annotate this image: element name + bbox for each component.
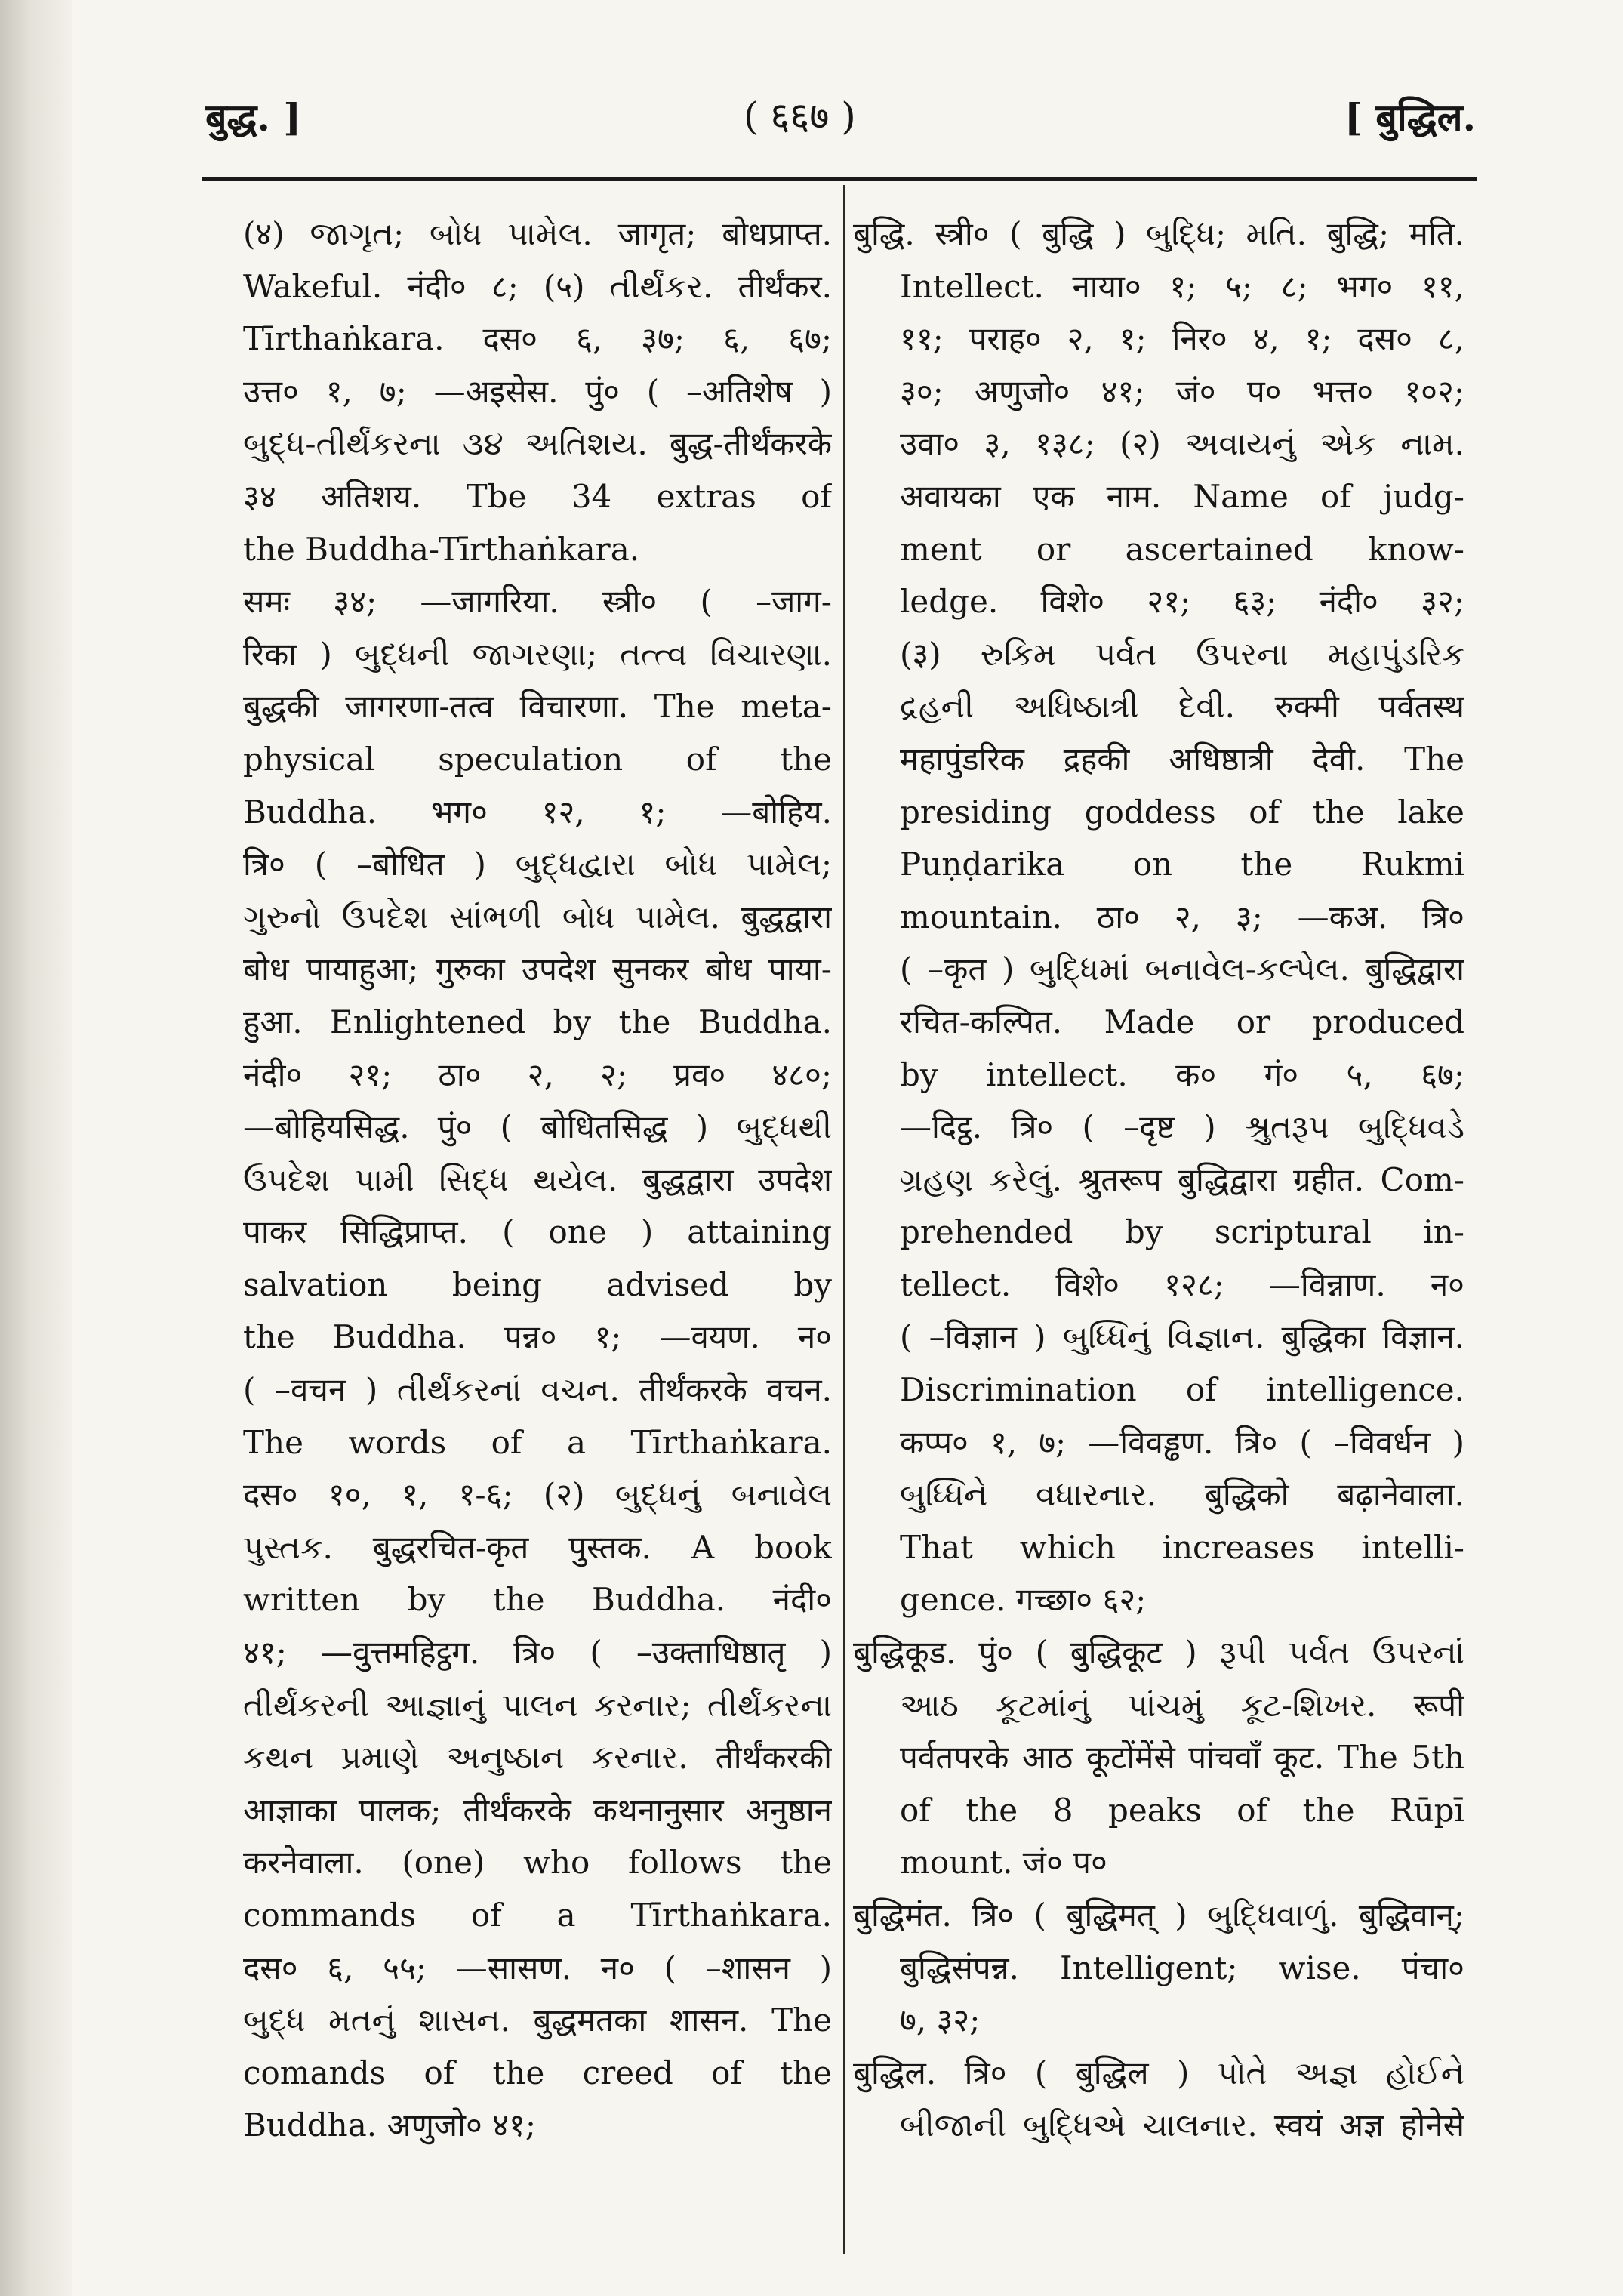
text-line: ગ્રહણ કરેલું. श्रुतरूप बुद्धिद्वारा ग्रहीत. Com- — [900, 1160, 1464, 1198]
text-line: The words of a Tīrthaṅkara. — [243, 1423, 832, 1461]
page-number: ( ६६७ ) — [744, 94, 856, 138]
right-column — [853, 208, 1464, 2152]
header-rule — [202, 177, 1477, 181]
text-line: त्रि० ( –बोधित ) બુદ્ધદ્વારા બોધ પામેલ; — [243, 846, 832, 883]
text-line: हुआ. Enlightened by the Buddha. — [243, 1003, 832, 1040]
text-line: बोध पायाहुआ; गुरुका उपदेश सुनकर बोध पाया- — [243, 951, 832, 988]
text-line: उवा० ३, १३८; (२) અવાયનું એક નામ. — [900, 425, 1464, 463]
text-line: mountain. ठा० २, ३; —कअ. त्रि० — [900, 898, 1464, 935]
text-line: by intellect. क० गं० ५, ६७; — [900, 1056, 1464, 1093]
text-line: salvation being advised by — [243, 1265, 832, 1303]
text-line: समः ३४; —जागरिया. स्त्री० ( –जाग- — [243, 583, 832, 621]
text-line: (३) રુકિમ પર્વત ઉપરના મહાપુંડરિક — [900, 635, 1464, 673]
text-line: नंदी० २१; ठा० २, २; प्रव० ४८०; — [243, 1056, 832, 1093]
text-line: Wakeful. नंदी० ८; (५) તીર્થંકર. तीर्थंकर. — [243, 267, 832, 305]
text-line: દ્રહની અધિષ્ઠાત્રી દેવી. रुक्मी पर्वतस्थ — [900, 688, 1464, 726]
text-line: ( –वचन ) તીર્થંકરનાં વચન. तीर्थंकरके वचन. — [243, 1371, 832, 1409]
text-line: बुद्धिल. त्रि० ( बुद्धिल ) પોતે અજ્ઞ હોઈને — [853, 2054, 1464, 2091]
text-line: —बोहियसिद्ध. पुं० ( बोधितसिद्ध ) બુદ્ધથી — [243, 1108, 832, 1146]
text-line: ७, ३२; — [900, 2002, 981, 2039]
text-line: of the 8 peaks of the Rūpī — [900, 1791, 1464, 1829]
text-line: दस० ६, ५५; —सासण. न० ( –शासन ) — [243, 1949, 832, 1986]
text-line: ४१; —वुत्तमहिट्ठग. त्रि० ( –उक्ताधिष्ठातृ ) — [243, 1634, 832, 1672]
text-line: बुद्धिमंत. त्रि० ( बुद्धिमत् ) બુદ્ધિવાળું. बुद्धिवान्; — [853, 1897, 1464, 1934]
text-line: पर्वतपरके आठ कूटोंमेंसे पांचवाँ कूट. The 5th — [900, 1739, 1464, 1777]
left-column — [243, 208, 832, 2152]
text-line: written by the Buddha. नंदी० — [243, 1581, 832, 1619]
text-line: ledge. विशे० २१; ६३; नंदी० ३२; — [900, 583, 1464, 621]
text-line: આઠ કૂટમાંનું પાંચમું કૂટ-શિખર. रूपी — [900, 1686, 1464, 1724]
text-line: ११; पराह० २, १; निर० ४, १; दस० ८, — [900, 320, 1464, 358]
text-line: —दिट्ठ. त्रि० ( –दृष्ट ) શ્રુતરૂપ બુદ્ધિવડે — [900, 1108, 1464, 1146]
header-right-guide-word: [ बुद्धिल. — [1344, 95, 1476, 140]
text-line: महापुंडरिक द्रहकी अधिष्ठात्री देवी. The — [900, 740, 1464, 778]
text-line: commands of a Tīrthaṅkara. — [243, 1897, 832, 1934]
text-line: रिका ) બુદ્ધની જાગરણા; તત્ત્વ વિચારણા. — [243, 635, 832, 673]
text-line: दस० १०, १, १-६; (२) બુદ્ધનું બનાવેલ — [243, 1476, 832, 1514]
text-line: बुद्धिकूड. पुं० ( बुद्धिकूट ) રૂપી પર્વત ઉપરનાં — [853, 1634, 1464, 1672]
text-line: करनेवाला. (one) who follows the — [243, 1844, 832, 1881]
text-line: ગુરુનો ઉપદેશ સાંભળી બોધ પામેલ. बुद्धद्वारा — [243, 898, 832, 935]
text-line: कप्प० १, ७; —विवड्ढण. त्रि० ( –विवर्धन ) — [900, 1423, 1464, 1461]
text-line: tellect. विशे० १२८; —विन्नाण. न० — [900, 1265, 1464, 1303]
text-line: बुद्धकी जागरणा-तत्व विचारणा. The meta- — [243, 688, 832, 726]
text-line: ( –कृत ) બુદ્ધિમાં બનાવેલ-કલ્પેલ. बुद्धिद्वारा — [900, 951, 1464, 988]
text-line: ३०; अणुजो० ४१; जं० प० भत्त० १०२; — [900, 372, 1464, 410]
text-line: બુધ્ધિને વધારનાર. बुद्धिको बढ़ानेवाला. — [900, 1476, 1464, 1514]
text-line: Puṇḍarika on the Rukmi — [900, 846, 1464, 883]
text-line: Intellect. नाया० १; ५; ८; भग० ११, — [900, 267, 1464, 305]
text-line: the Buddha-Tīrthaṅkara. — [243, 530, 640, 568]
text-line: ३४ अतिशय. Tbe 34 extras of — [243, 477, 832, 515]
text-line: બીજાની બુદ્ધિએ ચાલનાર. स्वयं अज्ञ होनेसे — [900, 2106, 1464, 2144]
text-line: ઉપદેશ પામી સિદ્ધ થયેલ. बुद्धद्वारा उपदेश — [243, 1160, 832, 1198]
text-line: अवायका एक नाम. Name of judg- — [900, 477, 1464, 515]
page-binding-edge — [0, 0, 72, 2296]
text-line: Buddha. अणुजो० ४१; — [243, 2106, 536, 2144]
text-line: બુદ્ધ મતનું શાસન. बुद्धमतका शासन. The — [243, 2002, 832, 2039]
page-header — [0, 83, 1623, 159]
text-line: gence. गच्छा० ६२; — [900, 1581, 1147, 1619]
text-line: prehended by scriptural in- — [900, 1213, 1464, 1251]
text-line: mount. जं० प० — [900, 1844, 1107, 1881]
text-line: बुद्धि. स्त्री० ( बुद्धि ) બુદ્ધિ; મતિ. बुद्धि; मति. — [853, 215, 1464, 252]
text-line: પુસ્તક. बुद्धरचित-कृत पुस्तक. A book — [243, 1528, 832, 1566]
text-line: physical speculation of the — [243, 740, 832, 778]
text-line: पाकर सिद्धिप्राप्त. ( one ) attaining — [243, 1213, 832, 1251]
text-line: presiding goddess of the lake — [900, 793, 1464, 831]
column-divider — [843, 185, 845, 2254]
text-line: ( –विज्ञान ) બુધ્ધિનું વિજ્ઞાન. बुद्धिका विज्ञान. — [900, 1318, 1464, 1356]
text-line: आज्ञाका पालक; तीर्थंकरके कथनानुसार अनुष्ठान — [243, 1791, 832, 1829]
text-line: बुद्धिसंपन्न. Intelligent; wise. पंचा० — [900, 1949, 1464, 1986]
text-line: comands of the creed of the — [243, 2054, 832, 2091]
text-line: બુદ્ધ-તીર્થંકરના ૩૪ અતિશય. बुद्ध-तीर्थंकरके — [243, 425, 832, 463]
text-line: उत्त० १, ७; —अइसेस. पुं० ( –अतिशेष ) — [243, 372, 832, 410]
text-line: the Buddha. पन्न० १; —वयण. न० — [243, 1318, 832, 1356]
text-line: ment or ascertained know- — [900, 530, 1464, 568]
text-line: કથન પ્રમાણે અનુષ્ઠાન કરનાર. तीर्थंकरकी — [243, 1739, 832, 1777]
text-line: That which increases intelli- — [900, 1528, 1464, 1566]
header-left-guide-word: बुद्ध. ] — [205, 95, 301, 140]
text-line: रचित-कल्पित. Made or produced — [900, 1003, 1464, 1040]
text-line: Buddha. भग० १२, १; —बोहिय. — [243, 793, 832, 831]
text-line: Discrimination of intelligence. — [900, 1371, 1464, 1409]
text-line: (४) જાગૃત; બોધ પામેલ. जागृत; बोधप्राप्त. — [243, 215, 832, 252]
text-line: Tīrthaṅkara. दस० ६, ३७; ६, ६७; — [243, 320, 832, 358]
text-line: તીર્થંકરની આજ્ઞાનું પાલન કરનાર; તીર્થંકરના — [243, 1686, 832, 1724]
